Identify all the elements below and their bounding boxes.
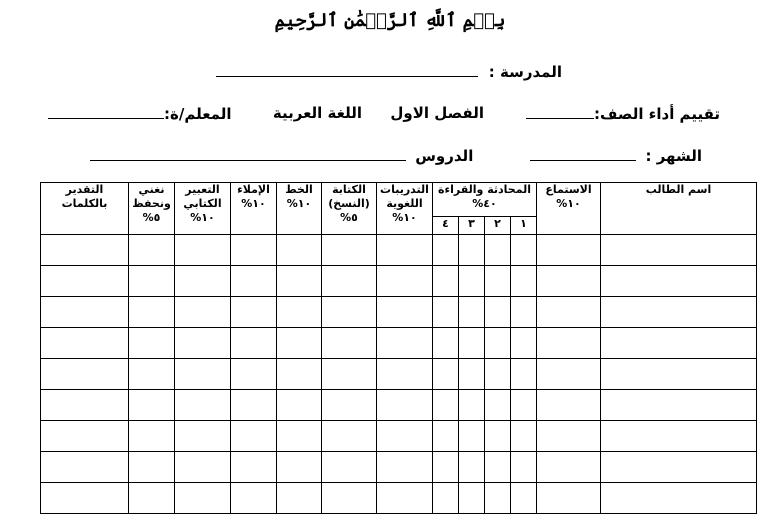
table-cell[interactable] (537, 328, 601, 359)
table-row (41, 452, 757, 483)
table-cell[interactable] (537, 266, 601, 297)
table-cell[interactable] (485, 483, 511, 514)
lessons-line (90, 146, 473, 165)
lessons-blank[interactable] (90, 146, 406, 161)
table-cell[interactable] (511, 235, 537, 266)
table-cell[interactable] (377, 266, 433, 297)
header-singing: نغني ونحفظ ٥% (129, 183, 175, 235)
term-text: الفصل الاول (390, 104, 484, 122)
table-row (41, 297, 757, 328)
table-cell[interactable] (41, 297, 129, 328)
table-cell[interactable] (322, 328, 377, 359)
header-sub-2: ٢ (485, 217, 511, 235)
header-listening: الاستماع ١٠% (537, 183, 601, 235)
header-writing: الكتابة (النسخ) ٥% (322, 183, 377, 235)
table-cell[interactable] (537, 235, 601, 266)
table-cell[interactable] (459, 266, 485, 297)
header-exercises: التدريبات اللغوية ١٠% (377, 183, 433, 235)
table-cell[interactable] (322, 390, 377, 421)
month-blank[interactable] (530, 146, 636, 161)
table-cell[interactable] (433, 452, 459, 483)
table-cell[interactable] (511, 452, 537, 483)
table-cell[interactable] (459, 421, 485, 452)
table-cell[interactable] (129, 421, 175, 452)
table-cell[interactable] (231, 266, 277, 297)
table-cell[interactable] (601, 266, 757, 297)
table-cell[interactable] (459, 483, 485, 514)
table-cell[interactable] (601, 297, 757, 328)
table-row (41, 390, 757, 421)
table-cell[interactable] (277, 328, 322, 359)
lessons-label: الدروس (415, 147, 474, 165)
table-cell[interactable] (601, 452, 757, 483)
class-blank[interactable] (526, 104, 594, 119)
table-cell[interactable] (537, 297, 601, 328)
table-cell[interactable] (41, 421, 129, 452)
table-cell[interactable] (231, 452, 277, 483)
table-cell[interactable] (537, 452, 601, 483)
table-cell[interactable] (41, 266, 129, 297)
table-cell[interactable] (459, 452, 485, 483)
table-cell[interactable] (322, 483, 377, 514)
table-cell[interactable] (322, 297, 377, 328)
table-cell[interactable] (231, 235, 277, 266)
teacher-blank[interactable] (48, 104, 164, 119)
teacher-line (48, 104, 232, 123)
teacher-label: المعلم/ة: (164, 105, 232, 123)
table-cell[interactable] (322, 359, 377, 390)
table-cell[interactable] (601, 390, 757, 421)
table-cell[interactable] (129, 328, 175, 359)
table-cell[interactable] (322, 421, 377, 452)
table-cell[interactable] (433, 266, 459, 297)
school-label: المدرسة : (488, 63, 562, 81)
table-cell[interactable] (277, 297, 322, 328)
table-cell[interactable] (433, 390, 459, 421)
table-cell[interactable] (231, 328, 277, 359)
table-cell[interactable] (175, 359, 231, 390)
header-sub-1: ١ (511, 217, 537, 235)
table-cell[interactable] (175, 328, 231, 359)
table-cell[interactable] (377, 390, 433, 421)
table-cell[interactable] (459, 297, 485, 328)
table-cell[interactable] (377, 359, 433, 390)
table-cell[interactable] (433, 483, 459, 514)
table-row (41, 235, 757, 266)
table-cell[interactable] (231, 297, 277, 328)
table-row (41, 328, 757, 359)
table-cell[interactable] (601, 421, 757, 452)
table-cell[interactable] (41, 483, 129, 514)
table-row (41, 266, 757, 297)
table-cell[interactable] (511, 266, 537, 297)
table-cell[interactable] (433, 421, 459, 452)
table-cell[interactable] (277, 483, 322, 514)
table-cell[interactable] (537, 421, 601, 452)
table-cell[interactable] (433, 359, 459, 390)
table-cell[interactable] (41, 452, 129, 483)
table-body (41, 235, 757, 514)
table-cell[interactable] (175, 297, 231, 328)
header-sub-4: ٤ (433, 217, 459, 235)
table-cell[interactable] (377, 328, 433, 359)
header-student-name: اسم الطالب (601, 183, 757, 235)
table-cell[interactable] (459, 235, 485, 266)
table-cell[interactable] (511, 421, 537, 452)
table-cell[interactable] (511, 359, 537, 390)
header-grade-words: التقدير بالكلمات (41, 183, 129, 235)
table-cell[interactable] (601, 235, 757, 266)
table-row (41, 359, 757, 390)
table-cell[interactable] (485, 452, 511, 483)
table-cell[interactable] (129, 359, 175, 390)
table-cell[interactable] (322, 452, 377, 483)
table-cell[interactable] (231, 359, 277, 390)
table-cell[interactable] (459, 390, 485, 421)
table-cell[interactable] (175, 452, 231, 483)
school-blank[interactable] (216, 62, 478, 77)
table-cell[interactable] (129, 390, 175, 421)
table-cell[interactable] (377, 452, 433, 483)
header-sub-3: ٣ (459, 217, 485, 235)
table-cell[interactable] (511, 297, 537, 328)
table-cell[interactable] (175, 483, 231, 514)
table-cell[interactable] (601, 359, 757, 390)
table-cell[interactable] (377, 235, 433, 266)
table-cell[interactable] (485, 266, 511, 297)
class-eval-label: تقييم أداء الصف: (594, 105, 720, 123)
table-cell[interactable] (485, 328, 511, 359)
header-composition: التعبير الكتابي ١٠% (175, 183, 231, 235)
header-conversation: المحادثة والقراءة ٤٠% (433, 183, 537, 217)
table-cell[interactable] (231, 483, 277, 514)
table-cell[interactable] (433, 328, 459, 359)
table-cell[interactable] (377, 483, 433, 514)
table-cell[interactable] (277, 452, 322, 483)
table-cell[interactable] (537, 359, 601, 390)
subject-text: اللغة العربية (272, 104, 362, 122)
table-cell[interactable] (511, 328, 537, 359)
table-cell[interactable] (433, 297, 459, 328)
table-cell[interactable] (231, 421, 277, 452)
table-cell[interactable] (277, 421, 322, 452)
table-cell[interactable] (377, 297, 433, 328)
table-cell[interactable] (277, 359, 322, 390)
table-cell[interactable] (277, 266, 322, 297)
table-cell[interactable] (485, 421, 511, 452)
table-cell[interactable] (485, 359, 511, 390)
basmala: بِسۡمِ ٱللَّهِ ٱلرَّحۡمَٰنِ ٱلرَّحِيمِ (274, 10, 506, 31)
table-cell[interactable] (377, 421, 433, 452)
header-dictation: الإملاء ١٠% (231, 183, 277, 235)
table-cell[interactable] (322, 266, 377, 297)
table-cell[interactable] (175, 390, 231, 421)
table-cell[interactable] (129, 266, 175, 297)
table-cell[interactable] (485, 297, 511, 328)
table-cell[interactable] (129, 297, 175, 328)
table-cell[interactable] (277, 390, 322, 421)
table-cell[interactable] (41, 328, 129, 359)
table-cell[interactable] (433, 235, 459, 266)
table-cell[interactable] (277, 235, 322, 266)
table-cell[interactable] (41, 235, 129, 266)
table-cell[interactable] (41, 390, 129, 421)
table-cell[interactable] (459, 328, 485, 359)
table-cell[interactable] (537, 390, 601, 421)
table-row (41, 483, 757, 514)
table-cell[interactable] (485, 235, 511, 266)
month-label: الشهر : (645, 147, 702, 165)
table-cell[interactable] (175, 421, 231, 452)
table-cell[interactable] (129, 483, 175, 514)
evaluation-table (40, 182, 757, 514)
table-cell[interactable] (41, 359, 129, 390)
table-cell[interactable] (485, 390, 511, 421)
table-cell[interactable] (175, 266, 231, 297)
table-row (41, 421, 757, 452)
header-handwriting: الخط ١٠% (277, 183, 322, 235)
table-cell[interactable] (537, 483, 601, 514)
table-cell[interactable] (322, 235, 377, 266)
table-cell[interactable] (601, 483, 757, 514)
table-cell[interactable] (511, 390, 537, 421)
table-cell[interactable] (129, 452, 175, 483)
class-eval-line (526, 104, 720, 123)
table-cell[interactable] (231, 390, 277, 421)
school-line (216, 62, 562, 81)
table-cell[interactable] (511, 483, 537, 514)
month-line (530, 146, 702, 165)
table-cell[interactable] (129, 235, 175, 266)
table-cell[interactable] (601, 328, 757, 359)
table-cell[interactable] (175, 235, 231, 266)
table-cell[interactable] (459, 359, 485, 390)
